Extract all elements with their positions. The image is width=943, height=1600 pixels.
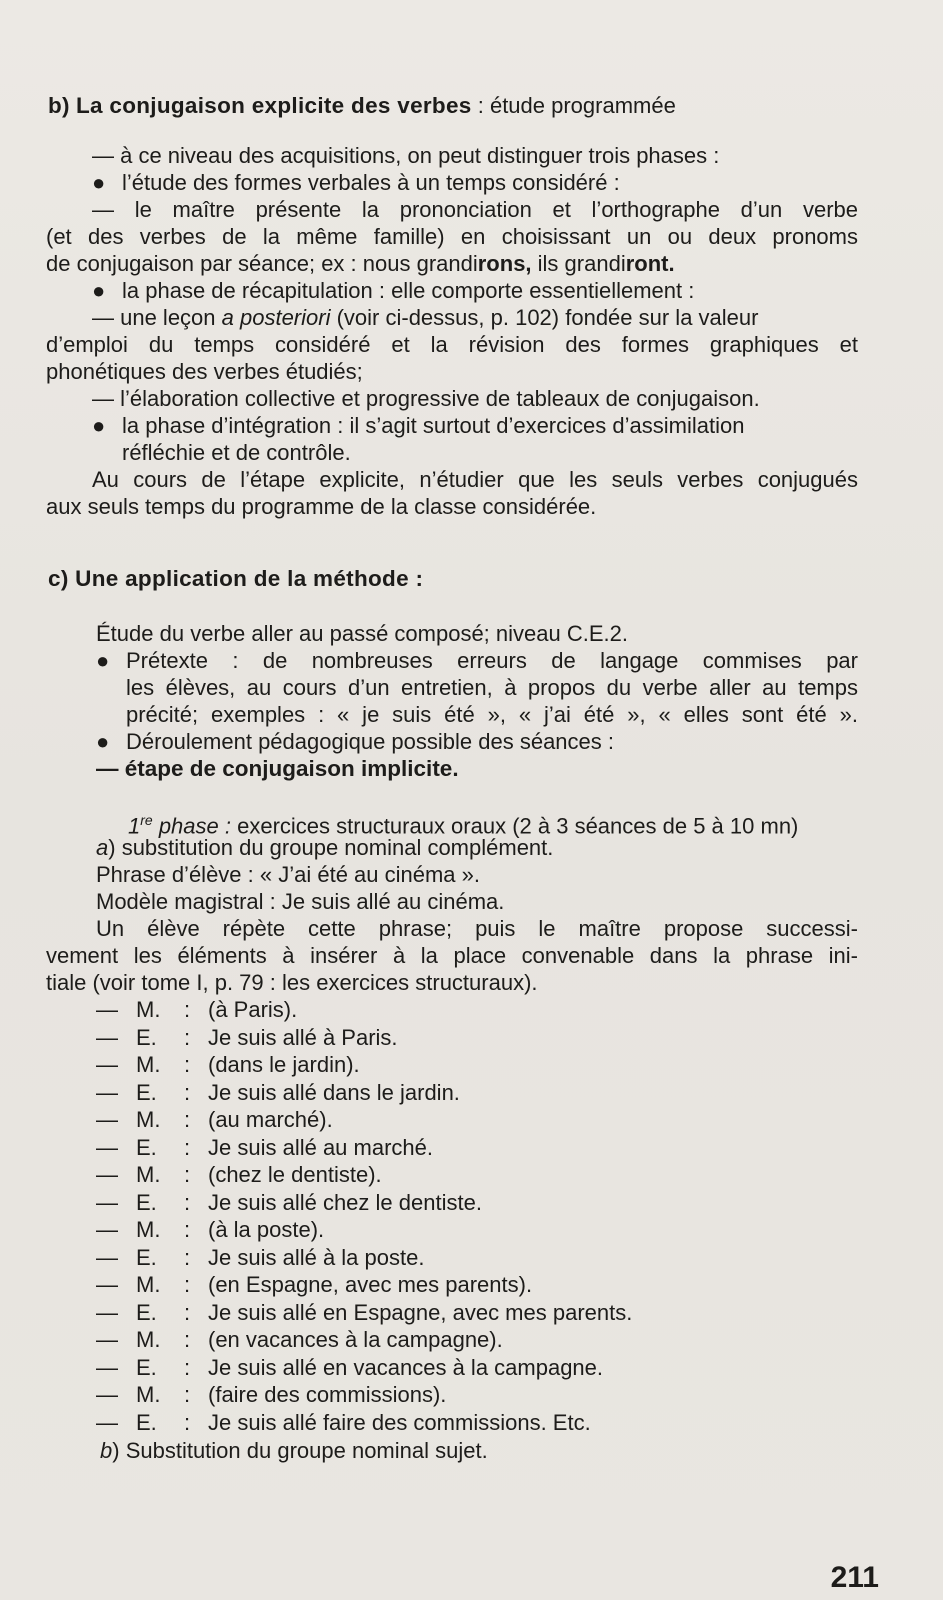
dialog-speaker: E.	[136, 1079, 157, 1105]
dialog-row	[96, 1271, 856, 1298]
dialog-text: (faire des commissions).	[208, 1382, 447, 1407]
dialog-dash: —	[96, 1052, 118, 1077]
section-b-heading	[48, 92, 676, 119]
bullet-text: la phase de récapitulation : elle comporte essentiellement :	[122, 278, 695, 303]
bullet-item	[92, 169, 620, 196]
dialog-dash: —	[96, 1162, 118, 1187]
paragraph-line: réfléchie et de contrôle.	[122, 440, 351, 465]
dialog-speaker: E.	[136, 1189, 157, 1215]
item-text: ) substitution du groupe nominal complément.	[108, 835, 554, 860]
dialog-row	[96, 1024, 856, 1051]
item-text: ) Substitution du groupe nominal sujet.	[112, 1438, 488, 1463]
paragraph-line: vement les éléments à insérer à la place convenable dans la phrase ini-	[46, 943, 858, 968]
dialog-dash: —	[96, 1327, 118, 1352]
dialog-speaker: E.	[136, 1024, 157, 1050]
phase-ordinal: re	[140, 812, 153, 828]
dialog-row	[96, 1354, 856, 1381]
dialog-speaker: E.	[136, 1299, 157, 1325]
dialog-row	[96, 1134, 856, 1161]
paragraph-line: d’emploi du temps considéré et la révision des formes graphiques et	[46, 332, 858, 357]
bullet-icon: ●	[92, 170, 106, 195]
bold-suffix: ront.	[625, 251, 675, 276]
dialog-text: (chez le dentiste).	[208, 1162, 382, 1187]
text-run: — une leçon	[92, 305, 222, 330]
dialog-speaker: E.	[136, 1134, 157, 1160]
dialog-colon: :	[184, 1079, 191, 1105]
dialog-text: Je suis allé dans le jardin.	[208, 1079, 460, 1105]
paragraph-line: Phrase d’élève : « J’ai été au cinéma ».	[96, 862, 481, 887]
dialog-colon: :	[184, 1162, 191, 1187]
dialog-row	[96, 1079, 856, 1106]
paragraph-line: — à ce niveau des acquisitions, on peut distinguer trois phases :	[92, 143, 720, 168]
item-letter: a	[96, 835, 109, 860]
dialog-row	[96, 1106, 856, 1133]
paragraph-line: Étude du verbe aller au passé composé; niveau C.E.2.	[96, 621, 628, 646]
dialog-text: (au marché).	[208, 1107, 333, 1132]
dialog-text: Je suis allé à Paris.	[208, 1024, 398, 1050]
dialog-dash: —	[96, 1409, 118, 1435]
dialog-speaker: M.	[136, 1382, 161, 1407]
phase-text: exercices structuraux oraux (2 à 3 séances de 5 à 10 mn)	[230, 813, 799, 839]
bullet-item	[92, 277, 694, 304]
dialog-colon: :	[184, 1244, 191, 1270]
dialog-colon: :	[184, 1272, 191, 1297]
dialog-row	[96, 1216, 856, 1243]
bullet-item	[96, 647, 858, 674]
page-number: 211	[830, 1561, 879, 1594]
dialog-row	[96, 1189, 856, 1216]
dialog-colon: :	[184, 1327, 191, 1352]
dialog-colon: :	[184, 1217, 191, 1242]
dialog-dash: —	[96, 1244, 118, 1270]
dialog-speaker: E.	[136, 1354, 157, 1380]
paragraph-line: (et des verbes de la même famille) en choisissant un ou deux pronoms	[46, 224, 858, 249]
bullet-item	[92, 412, 744, 439]
dialog-row	[96, 1409, 856, 1436]
paragraph-line	[46, 250, 675, 277]
dialog-colon: :	[184, 1189, 191, 1215]
text-run: (voir ci-dessus, p. 102) fondée sur la valeur	[330, 305, 759, 330]
dialog-row	[96, 1381, 856, 1408]
dialog-text: Je suis allé en Espagne, avec mes parents.	[208, 1299, 633, 1325]
dialog-dash: —	[96, 1354, 118, 1380]
dialog-row	[96, 1161, 856, 1188]
dialog-speaker: E.	[136, 1409, 157, 1435]
bullet-icon: ●	[92, 413, 106, 438]
section-b-title-suffix: : étude programmée	[477, 93, 676, 118]
dialog-dash: —	[96, 1079, 118, 1105]
dialog-row	[96, 1326, 856, 1353]
dialog-text: (dans le jardin).	[208, 1052, 360, 1077]
text-run: de conjugaison par séance; ex : nous grandi	[46, 251, 478, 276]
dialog-colon: :	[184, 1024, 191, 1050]
paragraph-line	[100, 1437, 488, 1464]
section-b-label: b)	[48, 93, 70, 118]
dialog-colon: :	[184, 1354, 191, 1380]
dialog-text: Je suis allé faire des commissions. Etc.	[208, 1409, 591, 1435]
dialog-dash: —	[96, 1189, 118, 1215]
dialog-speaker: M.	[136, 1107, 161, 1132]
dialog-colon: :	[184, 997, 191, 1022]
paragraph-line: — l’élaboration collective et progressive de tableaux de conjugaison.	[92, 386, 760, 411]
section-b-title: La conjugaison explicite des verbes	[75, 93, 472, 118]
paragraph-line	[96, 834, 553, 861]
dialog-text: Je suis allé à la poste.	[208, 1244, 425, 1270]
paragraph-line: précité; exemples : « je suis été », « j’ai été », « elles sont été ».	[126, 702, 858, 727]
paragraph-line: Au cours de l’étape explicite, n’étudier que les seuls verbes conjugués	[92, 467, 858, 492]
dialog-text: (à Paris).	[208, 997, 298, 1022]
dialog-row	[96, 1244, 856, 1271]
dialog-speaker: M.	[136, 1162, 161, 1187]
dialog-text: Je suis allé au marché.	[208, 1134, 433, 1160]
dialog-speaker: E.	[136, 1244, 157, 1270]
dialog-row	[96, 996, 856, 1023]
dialog-speaker: M.	[136, 997, 161, 1022]
bullet-text: l’étude des formes verbales à un temps considéré :	[122, 170, 620, 195]
dialog-speaker: M.	[136, 1217, 161, 1242]
dialog-dash: —	[96, 997, 118, 1022]
bullet-icon: ●	[96, 648, 110, 673]
bullet-icon: ●	[92, 278, 106, 303]
paragraph-line: aux seuls temps du programme de la classe considérée.	[46, 494, 597, 519]
paragraph-line	[92, 304, 758, 331]
paragraph-line: Un élève répète cette phrase; puis le maître propose successi-	[96, 916, 858, 941]
text-run: ils grandi	[531, 251, 626, 276]
dialog-speaker: M.	[136, 1327, 161, 1352]
stage-heading: — étape de conjugaison implicite.	[96, 756, 459, 781]
item-letter: b	[100, 1438, 113, 1463]
bullet-item	[96, 728, 614, 755]
paragraph-line: les élèves, au cours d’un entretien, à propos du verbe aller au temps	[126, 675, 858, 700]
dialog-colon: :	[184, 1134, 191, 1160]
phase-number: 1	[128, 813, 141, 839]
dialog-text: (en Espagne, avec mes parents).	[208, 1272, 533, 1297]
dialog-row	[96, 1051, 856, 1078]
phase-label: phase :	[152, 813, 231, 839]
section-c-heading: c) Une application de la méthode :	[48, 566, 424, 591]
dialog-speaker: M.	[136, 1272, 161, 1297]
dialog-dash: —	[96, 1299, 118, 1325]
dialog-text: (à la poste).	[208, 1217, 325, 1242]
bullet-text: Prétexte : de nombreuses erreurs de langage commises par	[126, 648, 858, 673]
dialog-row	[96, 1299, 856, 1326]
dialog-text: Je suis allé en vacances à la campagne.	[208, 1354, 604, 1380]
dialog-dash: —	[96, 1272, 118, 1297]
dialog-text: (en vacances à la campagne).	[208, 1327, 503, 1352]
dialog-colon: :	[184, 1382, 191, 1407]
dialog-colon: :	[184, 1299, 191, 1325]
dialog-colon: :	[184, 1409, 191, 1435]
dialog-dash: —	[96, 1024, 118, 1050]
paragraph-line: — le maître présente la prononciation et l’orthographe d’un verbe	[92, 197, 858, 222]
bold-suffix: rons,	[477, 251, 532, 276]
bullet-text: Déroulement pédagogique possible des séances :	[126, 729, 614, 754]
dialog-dash: —	[96, 1382, 118, 1407]
paragraph-line: phonétiques des verbes étudiés;	[46, 359, 363, 384]
dialog-colon: :	[184, 1107, 191, 1132]
bullet-text: la phase d’intégration : il s’agit surtout d’exercices d’assimilation	[122, 413, 745, 438]
dialog-dash: —	[96, 1134, 118, 1160]
paragraph-line: Modèle magistral : Je suis allé au cinéma.	[96, 889, 505, 914]
dialog-dash: —	[96, 1217, 118, 1242]
dialog-colon: :	[184, 1052, 191, 1077]
bullet-icon: ●	[96, 729, 110, 754]
dialog-dash: —	[96, 1107, 118, 1132]
paragraph-line: tiale (voir tome I, p. 79 : les exercices structuraux).	[46, 970, 538, 995]
dialog-text: Je suis allé chez le dentiste.	[208, 1189, 482, 1215]
italic-run: a posteriori	[221, 305, 331, 330]
dialog-speaker: M.	[136, 1052, 161, 1077]
